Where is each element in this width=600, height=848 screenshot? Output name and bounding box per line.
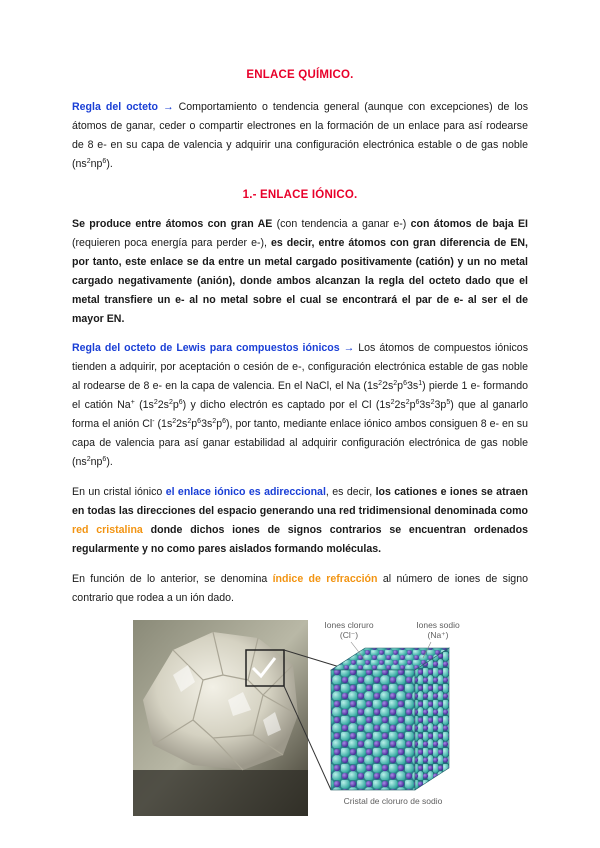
figure-caption: Cristal de cloruro de sodio bbox=[343, 796, 443, 806]
adireccional-term: el enlace iónico es adireccional bbox=[165, 486, 326, 498]
ionic-definition-paragraph: Se produce entre átomos con gran AE (con tendencia a ganar e-) con átomos de baja EI (requieren poca energía para perder e-), es decir, entre átomos con gran diferencia de EN, por tanto, este enlace se da entre un metal cargado positivamente (catión) y un no metal cargado negativamente (anión), donde ambos alcanzan la regla del octeto dado que el metal transfiere un e- al no metal sobre el cual se encontrará el par de e- al ser el de mayor EN. bbox=[72, 218, 528, 325]
crystal-paragraph: En un cristal iónico el enlace iónico es adireccional, es decir, los cationes e iones se atraen en todas las direcciones del espacio generando una red tridimensional denominada como red cristalina donde dichos iones de signos contrarios se encuentran ordenados regularmente y no como pares aislados formando moléculas. bbox=[72, 486, 528, 555]
nacl-illustration bbox=[133, 620, 467, 816]
salt-crystal-photo bbox=[133, 620, 308, 816]
arrow: → bbox=[163, 101, 174, 113]
red-cristalina-term: red cristalina bbox=[72, 524, 143, 536]
nacl-lattice-cube bbox=[331, 648, 449, 790]
page-title: ENLACE QUÍMICO. bbox=[246, 69, 354, 81]
refraction-term: índice de refracción bbox=[272, 573, 378, 585]
refraction-paragraph: En función de lo anterior, se denomina índice de refracción al número de iones de signo contrario que rodea a un ión dado. bbox=[72, 573, 528, 604]
lewis-paragraph: Regla del octeto de Lewis para compuestos iónicos → Los átomos de compuestos iónicos tienden a adquirir, por aceptación o cesión de e-, configuración electrónica estable de gas noble al rodearse de 8 e- en la capa de valencia. En el NaCl, el Na $(1s^22s^2p^63s^1)$ pierde 1 e- formando el catión Na+ $(1s^22s^2p^6)$ y dicho electrón es captado por el Cl $(1s^22s^2p^63s^23p^5)$ que al ganarlo forma el anión Cl- $(1s^22s^2p^63s^2p^6)$, por tanto, mediante enlace iónico ambos consiguen 8 e- en su capa de valencia para así ganar estabilidad al adquirir configuración electrónica de gas noble $(ns^2np^6)$. bbox=[72, 342, 528, 468]
octeto-text: Comportamiento o tendencia general (aunque con excepciones) de los átomos de ganar, ceder o compartir electrones en la formación de un enlace para así rodearse de 8 e- en su capa de valencia y adquirir una configuración electrónica estable o de gas noble (ns bbox=[72, 101, 528, 170]
lewis-term: Regla del octeto de Lewis para compuestos iónicos → bbox=[72, 342, 355, 354]
section-heading-ionic: 1.- ENLACE IÓNICO. bbox=[242, 189, 358, 201]
octeto-term: Regla del octeto bbox=[72, 101, 158, 113]
label-sodium-ions: Iones sodio (Na⁺) bbox=[416, 620, 460, 640]
nacl-figure bbox=[133, 620, 467, 816]
label-chloride-ions: Iones cloruro (Cl⁻) bbox=[324, 620, 374, 640]
octeto-paragraph: Regla del octeto → Comportamiento o tendencia general (aunque con excepciones) de los átomos de ganar, ceder o compartir electrones en la formación de un enlace para así rodearse de 8 e- en su capa de valencia y adquirir una configuración electrónica estable o de gas noble $(ns^2np^6)$. bbox=[72, 101, 528, 170]
